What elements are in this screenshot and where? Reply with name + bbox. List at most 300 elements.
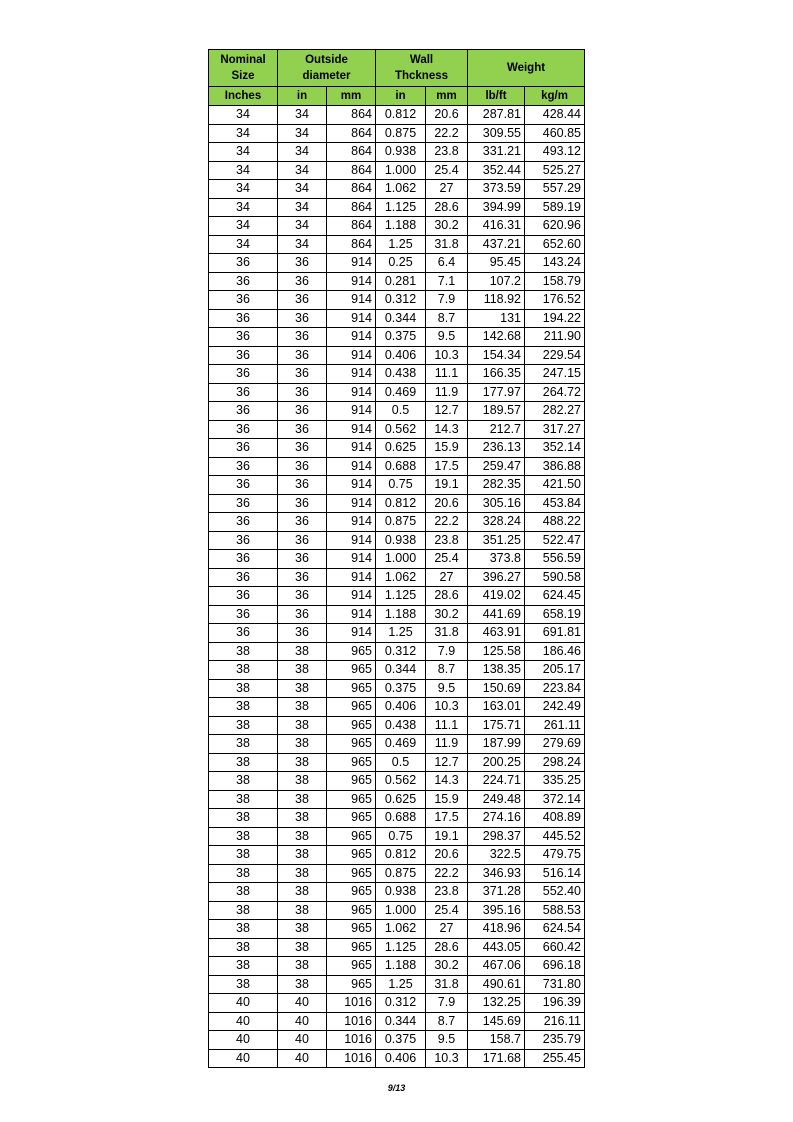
od-in-cell: 38 [278,846,327,865]
wall-in-cell: 0.406 [376,346,426,365]
wall-mm-cell: 27 [426,920,468,939]
weight-kgm-cell: 205.17 [525,661,585,680]
weight-lbft-cell: 309.55 [468,124,525,143]
od-in-cell: 34 [278,198,327,217]
od-in-cell: 38 [278,957,327,976]
wall-in-cell: 0.75 [376,476,426,495]
table-header [209,50,585,106]
od-in-cell: 38 [278,827,327,846]
weight-lbft-cell: 142.68 [468,328,525,347]
od-mm-cell: 965 [327,679,376,698]
nominal-size-cell: 36 [209,587,278,606]
header-units-row [209,87,585,106]
wall-in-cell: 1.000 [376,550,426,569]
od-in-cell: 38 [278,938,327,957]
wall-in-cell: 0.562 [376,772,426,791]
weight-lbft-cell: 171.68 [468,1049,525,1068]
nominal-size-cell: 36 [209,272,278,291]
header-group-row [209,50,585,87]
wall-in-cell: 1.25 [376,975,426,994]
table-row [209,254,585,273]
weight-kgm-cell: 624.54 [525,920,585,939]
weight-kgm-cell: 557.29 [525,180,585,199]
od-in-cell: 36 [278,550,327,569]
od-mm-cell: 1016 [327,1012,376,1031]
wall-mm-cell: 31.8 [426,624,468,643]
nominal-size-cell: 34 [209,198,278,217]
wall-mm-cell: 31.8 [426,235,468,254]
od-in-cell: 38 [278,809,327,828]
wall-mm-cell: 11.1 [426,716,468,735]
od-in-cell: 36 [278,254,327,273]
od-mm-cell: 914 [327,494,376,513]
nominal-size-cell: 36 [209,420,278,439]
wall-mm-cell: 25.4 [426,901,468,920]
od-in-cell: 36 [278,402,327,421]
weight-kgm-cell: 229.54 [525,346,585,365]
unit-od-mm: mm [327,87,376,106]
od-in-cell: 36 [278,605,327,624]
weight-lbft-cell: 118.92 [468,291,525,310]
nominal-size-cell: 36 [209,605,278,624]
od-mm-cell: 864 [327,161,376,180]
od-mm-cell: 965 [327,661,376,680]
table-row [209,809,585,828]
table-row [209,1049,585,1068]
weight-kgm-cell: 516.14 [525,864,585,883]
table-row [209,180,585,199]
wall-in-cell: 0.469 [376,735,426,754]
wall-mm-cell: 23.8 [426,531,468,550]
nominal-size-cell: 34 [209,161,278,180]
wall-mm-cell: 23.8 [426,883,468,902]
weight-kgm-cell: 428.44 [525,106,585,125]
od-in-cell: 40 [278,1049,327,1068]
od-mm-cell: 1016 [327,1031,376,1050]
table-row [209,402,585,421]
header-outside-line1: Outside [305,54,348,66]
od-in-cell: 36 [278,568,327,587]
od-in-cell: 34 [278,235,327,254]
header-wall-line1: Wall [409,54,434,66]
wall-mm-cell: 10.3 [426,346,468,365]
nominal-size-cell: 38 [209,642,278,661]
wall-mm-cell: 19.1 [426,476,468,495]
table-row [209,994,585,1013]
od-mm-cell: 914 [327,346,376,365]
wall-mm-cell: 31.8 [426,975,468,994]
od-mm-cell: 914 [327,605,376,624]
weight-lbft-cell: 371.28 [468,883,525,902]
wall-mm-cell: 28.6 [426,587,468,606]
weight-kgm-cell: 660.42 [525,938,585,957]
od-in-cell: 36 [278,328,327,347]
od-mm-cell: 965 [327,827,376,846]
od-in-cell: 36 [278,476,327,495]
weight-kgm-cell: 691.81 [525,624,585,643]
weight-lbft-cell: 490.61 [468,975,525,994]
od-in-cell: 34 [278,143,327,162]
wall-mm-cell: 9.5 [426,679,468,698]
header-outside-diameter [278,50,376,87]
nominal-size-cell: 36 [209,291,278,310]
wall-in-cell: 1.062 [376,920,426,939]
wall-mm-cell: 28.6 [426,938,468,957]
od-mm-cell: 914 [327,550,376,569]
table-row [209,291,585,310]
nominal-size-cell: 38 [209,809,278,828]
weight-kgm-cell: 317.27 [525,420,585,439]
weight-kgm-cell: 652.60 [525,235,585,254]
wall-in-cell: 0.281 [376,272,426,291]
od-mm-cell: 864 [327,217,376,236]
nominal-size-cell: 36 [209,309,278,328]
nominal-size-cell: 38 [209,920,278,939]
header-nominal-line2: Size [231,70,255,82]
wall-mm-cell: 10.3 [426,1049,468,1068]
wall-in-cell: 1.25 [376,624,426,643]
weight-lbft-cell: 166.35 [468,365,525,384]
weight-kgm-cell: 588.53 [525,901,585,920]
wall-in-cell: 0.344 [376,661,426,680]
nominal-size-cell: 36 [209,383,278,402]
wall-mm-cell: 15.9 [426,790,468,809]
wall-in-cell: 0.875 [376,513,426,532]
header-nominal-size [209,50,278,87]
table-row [209,439,585,458]
weight-lbft-cell: 443.05 [468,938,525,957]
wall-mm-cell: 6.4 [426,254,468,273]
nominal-size-cell: 36 [209,550,278,569]
wall-mm-cell: 12.7 [426,753,468,772]
wall-mm-cell: 11.9 [426,383,468,402]
weight-kgm-cell: 247.15 [525,365,585,384]
weight-kgm-cell: 479.75 [525,846,585,865]
od-mm-cell: 965 [327,698,376,717]
wall-in-cell: 0.406 [376,698,426,717]
weight-lbft-cell: 150.69 [468,679,525,698]
weight-lbft-cell: 346.93 [468,864,525,883]
od-in-cell: 36 [278,291,327,310]
weight-lbft-cell: 177.97 [468,383,525,402]
od-in-cell: 36 [278,587,327,606]
weight-lbft-cell: 419.02 [468,587,525,606]
wall-mm-cell: 15.9 [426,439,468,458]
wall-in-cell: 0.344 [376,309,426,328]
od-in-cell: 34 [278,124,327,143]
table-row [209,476,585,495]
od-in-cell: 36 [278,624,327,643]
table-row [209,716,585,735]
wall-mm-cell: 14.3 [426,772,468,791]
weight-kgm-cell: 460.85 [525,124,585,143]
wall-in-cell: 0.5 [376,753,426,772]
weight-kgm-cell: 223.84 [525,679,585,698]
weight-kgm-cell: 408.89 [525,809,585,828]
wall-mm-cell: 28.6 [426,198,468,217]
table-row [209,494,585,513]
table-row [209,901,585,920]
wall-in-cell: 0.438 [376,716,426,735]
od-in-cell: 40 [278,994,327,1013]
nominal-size-cell: 36 [209,254,278,273]
wall-in-cell: 0.312 [376,994,426,1013]
unit-inches: Inches [209,87,278,106]
weight-kgm-cell: 556.59 [525,550,585,569]
weight-lbft-cell: 351.25 [468,531,525,550]
weight-kgm-cell: 372.14 [525,790,585,809]
table-row [209,161,585,180]
wall-mm-cell: 7.9 [426,291,468,310]
wall-mm-cell: 19.1 [426,827,468,846]
nominal-size-cell: 36 [209,346,278,365]
weight-lbft-cell: 463.91 [468,624,525,643]
od-in-cell: 36 [278,365,327,384]
table-row [209,309,585,328]
wall-mm-cell: 25.4 [426,161,468,180]
weight-kgm-cell: 445.52 [525,827,585,846]
wall-in-cell: 0.375 [376,679,426,698]
weight-kgm-cell: 731.80 [525,975,585,994]
wall-mm-cell: 7.9 [426,994,468,1013]
weight-kgm-cell: 522.47 [525,531,585,550]
weight-kgm-cell: 186.46 [525,642,585,661]
wall-in-cell: 1.062 [376,568,426,587]
weight-lbft-cell: 175.71 [468,716,525,735]
table-row [209,531,585,550]
pipe-dimensions-table [208,49,585,1068]
weight-kgm-cell: 298.24 [525,753,585,772]
nominal-size-cell: 38 [209,679,278,698]
weight-lbft-cell: 373.8 [468,550,525,569]
od-in-cell: 38 [278,901,327,920]
wall-in-cell: 0.875 [376,124,426,143]
od-mm-cell: 1016 [327,994,376,1013]
nominal-size-cell: 34 [209,106,278,125]
od-mm-cell: 914 [327,420,376,439]
od-mm-cell: 914 [327,531,376,550]
od-mm-cell: 965 [327,753,376,772]
od-in-cell: 34 [278,217,327,236]
wall-in-cell: 0.5 [376,402,426,421]
nominal-size-cell: 40 [209,1012,278,1031]
nominal-size-cell: 38 [209,957,278,976]
wall-in-cell: 0.812 [376,494,426,513]
od-mm-cell: 965 [327,735,376,754]
table-row [209,420,585,439]
nominal-size-cell: 36 [209,439,278,458]
weight-kgm-cell: 196.39 [525,994,585,1013]
od-mm-cell: 965 [327,716,376,735]
weight-lbft-cell: 394.99 [468,198,525,217]
weight-kgm-cell: 335.25 [525,772,585,791]
nominal-size-cell: 38 [209,753,278,772]
weight-lbft-cell: 154.34 [468,346,525,365]
od-in-cell: 38 [278,920,327,939]
od-in-cell: 36 [278,513,327,532]
od-in-cell: 38 [278,790,327,809]
od-mm-cell: 914 [327,624,376,643]
weight-kgm-cell: 282.27 [525,402,585,421]
nominal-size-cell: 38 [209,864,278,883]
nominal-size-cell: 34 [209,143,278,162]
weight-kgm-cell: 158.79 [525,272,585,291]
nominal-size-cell: 34 [209,180,278,199]
wall-mm-cell: 9.5 [426,1031,468,1050]
weight-kgm-cell: 453.84 [525,494,585,513]
wall-in-cell: 0.688 [376,457,426,476]
wall-mm-cell: 8.7 [426,309,468,328]
weight-kgm-cell: 589.19 [525,198,585,217]
table-row [209,346,585,365]
nominal-size-cell: 40 [209,994,278,1013]
table-row [209,938,585,957]
table-row [209,975,585,994]
od-mm-cell: 965 [327,772,376,791]
od-in-cell: 34 [278,106,327,125]
wall-in-cell: 1.188 [376,605,426,624]
wall-in-cell: 1.188 [376,957,426,976]
table-row [209,106,585,125]
od-in-cell: 36 [278,272,327,291]
weight-kgm-cell: 216.11 [525,1012,585,1031]
weight-lbft-cell: 200.25 [468,753,525,772]
weight-kgm-cell: 235.79 [525,1031,585,1050]
od-mm-cell: 914 [327,272,376,291]
wall-mm-cell: 30.2 [426,605,468,624]
od-mm-cell: 914 [327,365,376,384]
nominal-size-cell: 38 [209,901,278,920]
nominal-size-cell: 38 [209,716,278,735]
od-mm-cell: 864 [327,180,376,199]
od-mm-cell: 914 [327,513,376,532]
wall-in-cell: 0.812 [376,846,426,865]
nominal-size-cell: 38 [209,698,278,717]
weight-lbft-cell: 282.35 [468,476,525,495]
wall-in-cell: 0.344 [376,1012,426,1031]
weight-kgm-cell: 590.58 [525,568,585,587]
weight-kgm-cell: 211.90 [525,328,585,347]
weight-lbft-cell: 287.81 [468,106,525,125]
od-mm-cell: 914 [327,402,376,421]
weight-lbft-cell: 395.16 [468,901,525,920]
table-row [209,679,585,698]
wall-mm-cell: 25.4 [426,550,468,569]
od-in-cell: 34 [278,180,327,199]
nominal-size-cell: 38 [209,975,278,994]
od-mm-cell: 914 [327,457,376,476]
wall-in-cell: 0.938 [376,883,426,902]
nominal-size-cell: 38 [209,846,278,865]
header-wall-thickness [376,50,468,87]
od-mm-cell: 965 [327,642,376,661]
wall-in-cell: 0.562 [376,420,426,439]
wall-in-cell: 0.469 [376,383,426,402]
weight-lbft-cell: 274.16 [468,809,525,828]
od-in-cell: 36 [278,439,327,458]
nominal-size-cell: 38 [209,735,278,754]
nominal-size-cell: 40 [209,1031,278,1050]
unit-wall-in: in [376,87,426,106]
weight-lbft-cell: 352.44 [468,161,525,180]
nominal-size-cell: 38 [209,827,278,846]
od-in-cell: 38 [278,975,327,994]
weight-kgm-cell: 624.45 [525,587,585,606]
header-weight: Weight [468,50,585,87]
wall-in-cell: 0.75 [376,827,426,846]
od-in-cell: 38 [278,679,327,698]
od-in-cell: 38 [278,642,327,661]
od-mm-cell: 864 [327,124,376,143]
wall-in-cell: 1.125 [376,938,426,957]
weight-kgm-cell: 261.11 [525,716,585,735]
od-in-cell: 38 [278,716,327,735]
weight-kgm-cell: 143.24 [525,254,585,273]
od-in-cell: 36 [278,420,327,439]
od-mm-cell: 914 [327,254,376,273]
wall-mm-cell: 17.5 [426,809,468,828]
od-in-cell: 38 [278,735,327,754]
nominal-size-cell: 36 [209,531,278,550]
table-row [209,365,585,384]
wall-mm-cell: 30.2 [426,957,468,976]
table-row [209,235,585,254]
wall-mm-cell: 7.1 [426,272,468,291]
od-mm-cell: 914 [327,439,376,458]
od-mm-cell: 965 [327,920,376,939]
wall-mm-cell: 8.7 [426,661,468,680]
table-row [209,735,585,754]
nominal-size-cell: 34 [209,124,278,143]
od-in-cell: 36 [278,346,327,365]
od-in-cell: 38 [278,661,327,680]
weight-lbft-cell: 189.57 [468,402,525,421]
table-row [209,383,585,402]
weight-lbft-cell: 298.37 [468,827,525,846]
od-mm-cell: 914 [327,383,376,402]
table-row [209,272,585,291]
table-row [209,883,585,902]
weight-lbft-cell: 145.69 [468,1012,525,1031]
weight-lbft-cell: 373.59 [468,180,525,199]
weight-lbft-cell: 132.25 [468,994,525,1013]
table-row [209,661,585,680]
table-body [209,106,585,1068]
wall-in-cell: 0.438 [376,365,426,384]
wall-mm-cell: 20.6 [426,106,468,125]
wall-mm-cell: 20.6 [426,846,468,865]
wall-mm-cell: 17.5 [426,457,468,476]
wall-mm-cell: 27 [426,180,468,199]
od-in-cell: 36 [278,309,327,328]
weight-lbft-cell: 328.24 [468,513,525,532]
wall-mm-cell: 7.9 [426,642,468,661]
weight-kgm-cell: 552.40 [525,883,585,902]
wall-in-cell: 0.625 [376,790,426,809]
nominal-size-cell: 36 [209,476,278,495]
table-row [209,217,585,236]
nominal-size-cell: 36 [209,457,278,476]
wall-mm-cell: 22.2 [426,864,468,883]
weight-kgm-cell: 421.50 [525,476,585,495]
table-row [209,846,585,865]
weight-kgm-cell: 696.18 [525,957,585,976]
table-row [209,457,585,476]
nominal-size-cell: 38 [209,772,278,791]
weight-kgm-cell: 525.27 [525,161,585,180]
table-row [209,772,585,791]
table-row [209,568,585,587]
